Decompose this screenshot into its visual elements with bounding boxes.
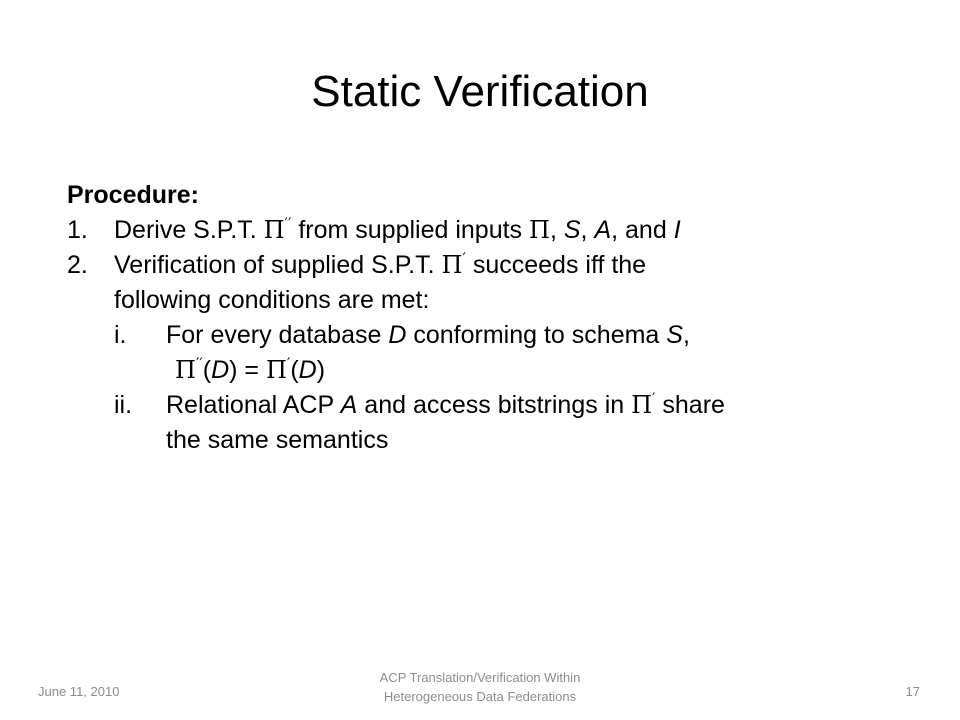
item-1-sep: , (549, 216, 557, 244)
procedure-heading: Procedure: (67, 181, 199, 209)
sub-item-ii-line-2: the same semantics (166, 426, 389, 454)
var-d: D (298, 356, 317, 384)
pi-symbol: Π (263, 216, 285, 244)
footer-title-line-2: Heterogeneous Data Federations (383, 689, 577, 704)
double-prime: ′′ (284, 214, 292, 233)
slide-number: 17 (905, 684, 920, 699)
single-prime: ′ (286, 354, 291, 373)
var-a: A (594, 216, 612, 244)
var-s: S (563, 216, 581, 244)
pi-symbol: Π (529, 216, 550, 244)
sub-item-ii-text-a: Relational ACP (166, 391, 334, 419)
sub-item-i-number: i. (114, 321, 127, 349)
var-i: I (673, 216, 681, 244)
paren: ( (290, 356, 299, 384)
list-item-2-line-2: following conditions are met: (114, 286, 430, 314)
pi-symbol: Π (175, 356, 196, 384)
item-1-sep: , (580, 216, 588, 244)
sub-item-i-text-a: For every database (166, 321, 382, 349)
var-a: A (340, 391, 358, 419)
var-s: S (666, 321, 683, 349)
footer-title (320, 668, 640, 706)
sub-item-ii-text-b: and access bitstrings in (364, 391, 625, 419)
footer-title-line-1: ACP Translation/Verification Within (379, 670, 581, 685)
pi-symbol: Π (441, 251, 463, 279)
var-d: D (211, 356, 230, 384)
slide-title: Static Verification (311, 67, 649, 116)
sub-item-i-text-c: , (682, 321, 690, 349)
single-prime: ′ (462, 249, 466, 268)
sub-item-ii-text-c: share (662, 391, 725, 419)
pi-symbol: Π (265, 356, 287, 384)
equals: ) = (229, 356, 260, 384)
double-prime: ′′ (195, 354, 203, 373)
list-item-1 (67, 213, 907, 248)
item-2-text-a: Verification of supplied S.P.T. (114, 251, 435, 279)
item-1-sep: , and (611, 216, 667, 244)
sub-item-i (67, 318, 907, 353)
footer-date: June 11, 2010 (38, 684, 120, 699)
list-item-2 (67, 248, 907, 283)
sub-item-ii (67, 388, 907, 423)
paren: ) (316, 356, 326, 384)
slide-body (67, 178, 907, 458)
item-1-text-b: from supplied inputs (298, 216, 523, 244)
sub-item-i-text-b: conforming to schema (413, 321, 660, 349)
sub-item-ii-number: ii. (114, 391, 133, 419)
item-1-number: 1. (67, 216, 88, 244)
var-d: D (388, 321, 407, 349)
item-2-number: 2. (67, 251, 88, 279)
single-prime: ′ (652, 389, 656, 408)
sub-item-i-equation (67, 353, 907, 388)
item-2-text-b: succeeds iff the (472, 251, 647, 279)
item-1-text-a: Derive S.P.T. (114, 216, 257, 244)
paren: ( (202, 356, 212, 384)
pi-symbol: Π (631, 391, 653, 419)
